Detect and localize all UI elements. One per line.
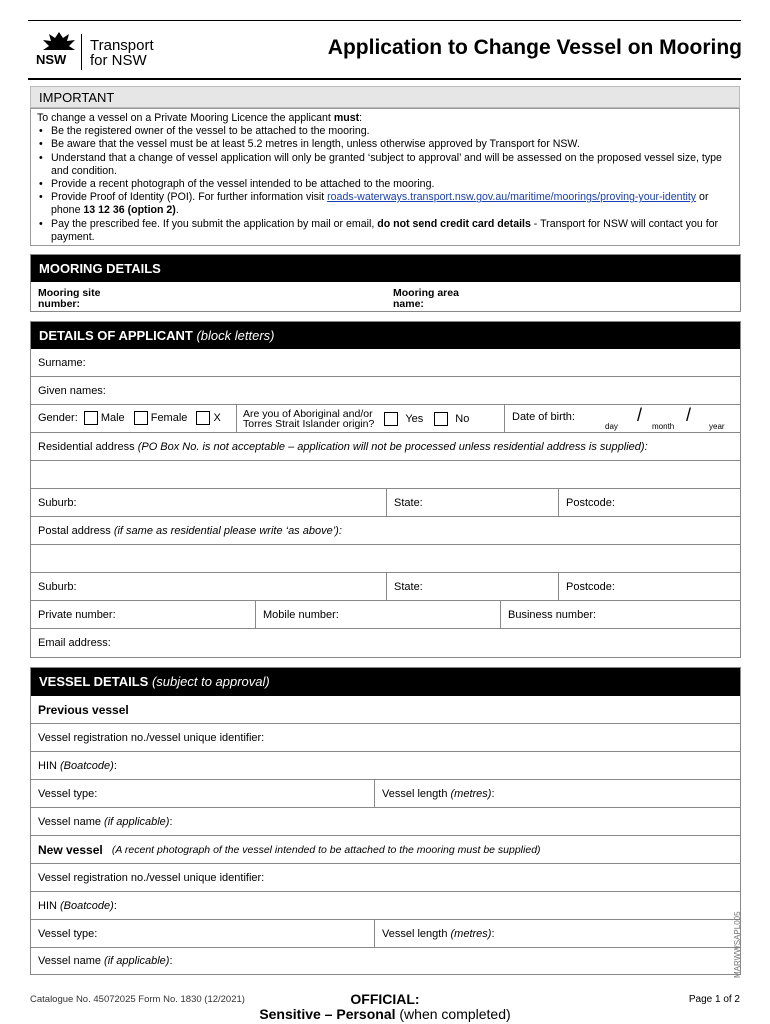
list-item: • Understand that a change of vessel application will only be granted ‘subject to approval’ and will be assessed on the proposed vessel size, type and condition. [37, 152, 733, 178]
new-registration-field[interactable]: Vessel registration no./vessel unique identifier: [31, 864, 740, 892]
list-item: • Provide a recent photograph of the vessel intended to be attached to the mooring. [37, 178, 733, 191]
gender-dob-row [31, 405, 740, 433]
residential-state-field[interactable]: State: [386, 489, 558, 516]
important-heading: IMPORTANT [30, 86, 740, 108]
aboriginal-yes-checkbox[interactable] [384, 412, 398, 426]
aboriginal-group: Are you of Aboriginal and/or Torres Strait Islander origin? Yes No [236, 405, 511, 432]
x-checkbox[interactable] [196, 411, 210, 425]
previous-registration-field[interactable]: Vessel registration no./vessel unique identifier: [31, 724, 740, 752]
residential-suburb-row [31, 489, 740, 517]
private-number-field[interactable]: Private number: [38, 608, 116, 621]
postal-suburb-field[interactable]: Suburb: [38, 580, 77, 593]
postal-state-field[interactable]: State: [386, 573, 558, 600]
postal-suburb-row [31, 573, 740, 601]
brand-name [90, 38, 154, 68]
important-list [37, 125, 733, 244]
classification-label: OFFICIAL: Sensitive – Personal (when completed) [259, 991, 511, 1022]
logo-nsw-text: NSW [36, 52, 67, 67]
mooring-area-label: Mooring area name: [393, 287, 459, 310]
applicant-heading: DETAILS OF APPLICANT (block letters) [31, 322, 740, 349]
email-field[interactable]: Email address: [38, 637, 111, 649]
mooring-site-label: Mooring site number: [38, 287, 101, 310]
phone-row [31, 601, 740, 629]
gender-group: Gender: Male Female X [38, 411, 221, 424]
postal-address-label: Postal address (if same as residential please write ‘as above’): [31, 517, 740, 545]
new-type-row [31, 920, 740, 948]
list-item: • Be the registered owner of the vessel to be attached to the mooring. [37, 125, 733, 138]
aboriginal-question: Are you of Aboriginal and/or Torres Strait Islander origin? [243, 407, 375, 430]
brand-line-2: for NSW [90, 52, 147, 69]
postal-postcode-field[interactable]: Postcode: [558, 573, 740, 600]
residential-suburb-field[interactable]: Suburb: [38, 496, 77, 509]
previous-type-row [31, 780, 740, 808]
male-checkbox[interactable] [84, 411, 98, 425]
page-title: Application to Change Vessel on Mooring [327, 36, 742, 59]
business-number-field[interactable]: Business number: [500, 601, 740, 628]
mobile-number-field[interactable]: Mobile number: [255, 601, 500, 628]
nsw-logo [33, 30, 173, 74]
new-vessel-type-field[interactable]: Vessel type: [38, 927, 98, 940]
mooring-heading: MOORING DETAILS [31, 255, 740, 282]
new-vessel-heading: New vessel (A recent photograph of the vessel intended to be attached to the mooring must be supplied) [31, 836, 740, 864]
applicant-section [30, 321, 741, 658]
mooring-section [30, 254, 741, 312]
previous-hin-field[interactable]: HIN (Boatcode) : [31, 752, 740, 780]
mooring-site-field[interactable] [151, 288, 381, 308]
new-hin-field[interactable]: HIN (Boatcode) : [31, 892, 740, 920]
mooring-area-field[interactable] [471, 288, 731, 308]
list-item: • Provide Proof of Identity (POI). For further information visit roads-waterways.transport.nsw.gov.au/maritime/moorings/proving-your-identity or phone 13 12 36 (option 2). [37, 191, 733, 217]
aboriginal-no-checkbox[interactable] [434, 412, 448, 426]
previous-vessel-length-field[interactable]: Vessel length (metres) : [374, 780, 740, 807]
date-of-birth-field[interactable]: Date of birth: / / day month year [504, 405, 740, 432]
given-names-field[interactable]: Given names: [31, 377, 740, 405]
catalogue-number: Catalogue No. 45072025 Form No. 1830 (12/2021) [30, 994, 245, 1005]
top-rule [28, 20, 741, 21]
residential-postcode-field[interactable]: Postcode: [558, 489, 740, 516]
new-vessel-name-field[interactable]: Vessel name (if applicable) : [38, 955, 173, 967]
postal-address-field[interactable] [31, 545, 740, 573]
brand-line-1: Transport [90, 37, 154, 54]
vessel-heading: VESSEL DETAILS (subject to approval) [31, 668, 740, 696]
previous-vessel-name-field[interactable]: Vessel name (if applicable) : [31, 808, 740, 836]
important-box [30, 108, 740, 246]
page-number: Page 1 of 2 [688, 994, 740, 1005]
female-checkbox[interactable] [134, 411, 148, 425]
title-rule [28, 78, 741, 80]
new-vessel-length-field[interactable]: Vessel length (metres) : [374, 920, 740, 947]
residential-address-label: Residential address (PO Box No. is not acceptable – application will not be processed unless residential address is supplied): [31, 433, 740, 461]
previous-vessel-heading: Previous vessel [31, 696, 740, 724]
logo-separator [81, 34, 82, 70]
proof-of-identity-link[interactable]: roads-waterways.transport.nsw.gov.au/maritime/moorings/proving-your-identity [327, 191, 697, 204]
form-code: MARWWSAPL005 [733, 911, 742, 978]
list-item: • Pay the prescribed fee. If you submit the application by mail or email, do not send credit card details - Transport for NSW will contact you for payment. [37, 218, 733, 244]
vessel-section [30, 667, 741, 975]
important-intro: To change a vessel on a Private Mooring Licence the applicant must: [37, 112, 363, 124]
surname-field[interactable]: Surname: [31, 349, 740, 377]
residential-address-field[interactable] [31, 461, 740, 489]
previous-vessel-type-field[interactable]: Vessel type: [38, 787, 98, 800]
list-item: • Be aware that the vessel must be at least 5.2 metres in length, unless otherwise approved by Transport for NSW. [37, 138, 733, 151]
waratah-icon [39, 30, 79, 52]
